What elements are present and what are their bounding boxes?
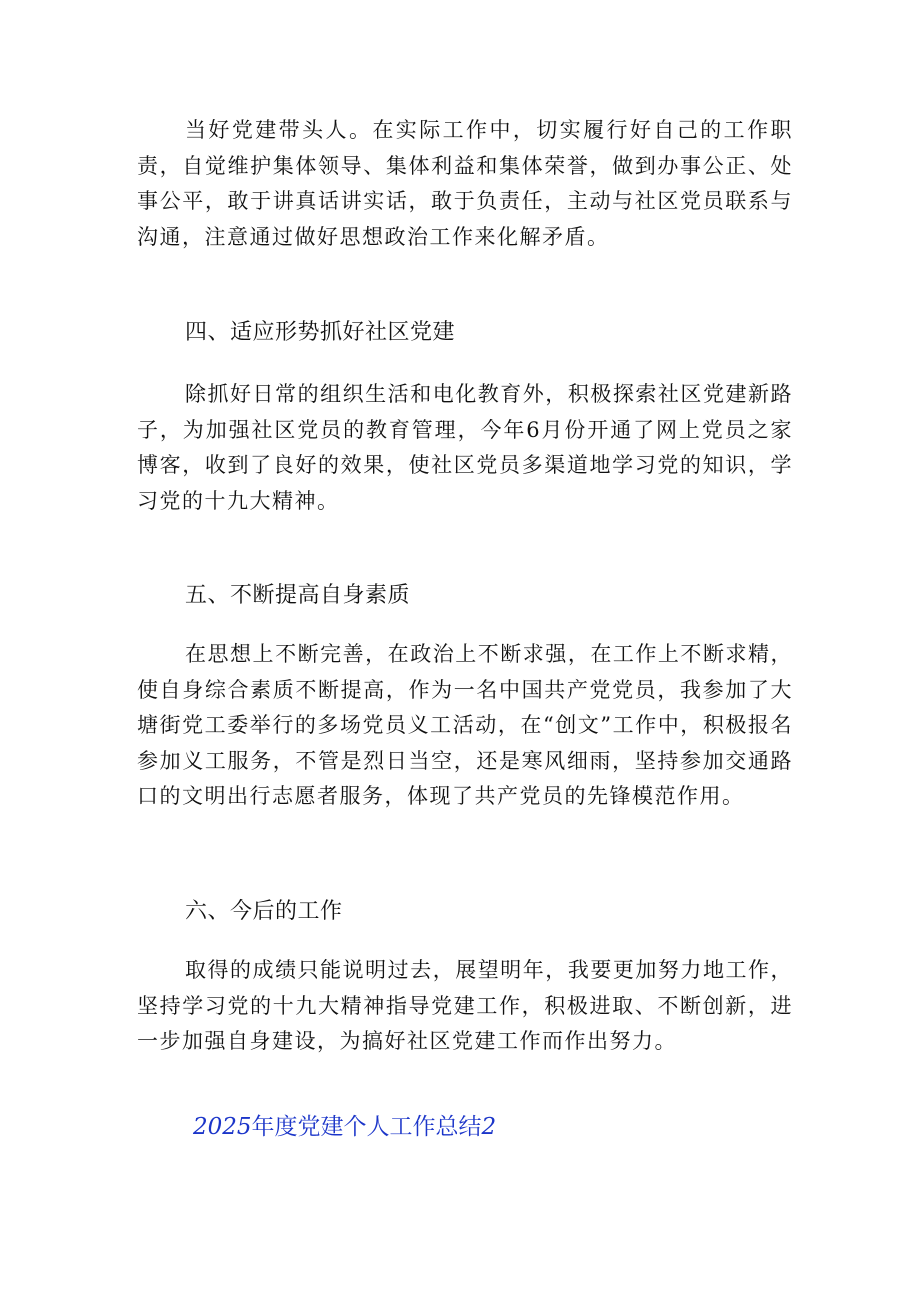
section-heading-5: 五、不断提高自身素质 [185, 583, 411, 608]
subtitle-year: 2025 [193, 1114, 252, 1140]
paragraph-party-leader: 当好党建带头人。在实际工作中，切实履行好自己的工作职责，自觉维护集体领导、集体利益和集体荣誉，做到办事公正、处事公平，敢于讲真话讲实话，敢于负责任，主动与社区党员联系与沟通，注意通过做好思想政治工作来化解矛盾。 [137, 118, 793, 249]
document-subtitle [193, 1110, 496, 1144]
subtitle-number: 2 [481, 1114, 497, 1140]
paragraph-future-work: 取得的成绩只能说明过去，展望明年，我要更加努力地工作，坚持学习党的十九大精神指导党建工作，积极进取、不断创新，进一步加强自身建设，为搞好社区党建工作而作出努力。 [137, 958, 793, 1053]
section-heading-6: 六、今后的工作 [185, 899, 343, 924]
section-heading-4: 四、适应形势抓好社区党建 [185, 320, 456, 345]
paragraph-community-party-building: 除抓好日常的组织生活和电化教育外，积极探索社区党建新路子，为加强社区党员的教育管理，今年6月份开通了网上党员之家博客，收到了良好的效果，使社区党员多渠道地学习党的知识，学习党的十九大精神。 [137, 382, 793, 513]
subtitle-text: 年度党建个人工作总结 [251, 1114, 482, 1140]
paragraph-self-improvement: 在思想上不断完善，在政治上不断求强，在工作上不断求精，使自身综合素质不断提高，作为一名中国共产党党员，我参加了大塘街党工委举行的多场党员义工活动，在“创文”工作中，积极报名参加义工服务，不管是烈日当空，还是寒风细雨，坚持参加交通路口的文明出行志愿者服务，体现了共产党员的先锋模范作用。 [137, 642, 793, 808]
